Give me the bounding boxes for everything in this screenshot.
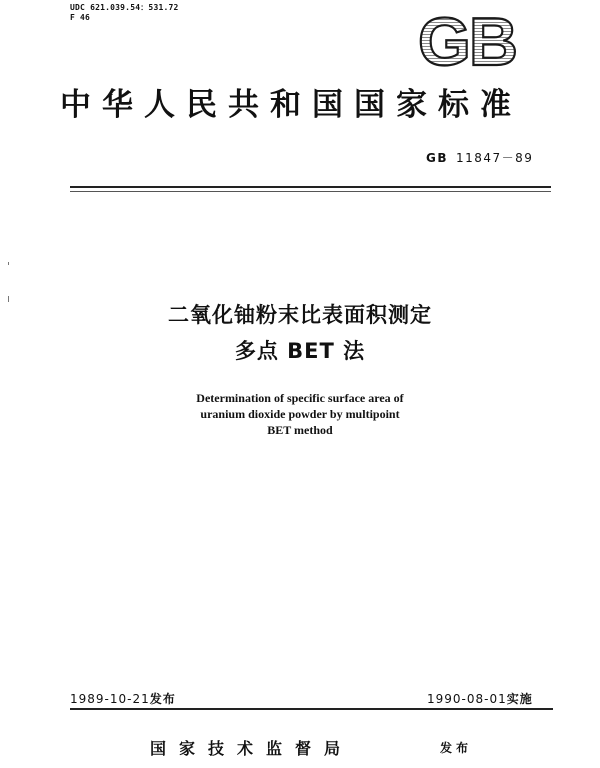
header-rule-thin (70, 191, 551, 192)
title-en-line2: uranium dioxide powder by multipoint (200, 407, 400, 421)
national-standard-title: 中华人民共和国国家标准 (60, 87, 522, 123)
standard-number (426, 149, 533, 166)
title-en-line3: BET method (267, 423, 333, 437)
scan-speck (8, 262, 9, 265)
classification-line: F 46 (70, 13, 91, 22)
standard-code: 11847－89 (456, 151, 534, 165)
gb-logo-text: GB (418, 10, 516, 72)
gb-logo (408, 10, 526, 72)
title-en-line1: Determination of specific surface area of (196, 391, 404, 405)
issue-label: 发布 (149, 692, 176, 706)
title-cn-line2: 多点 BET 法 (234, 339, 366, 363)
publish-label: 发布 (440, 741, 473, 755)
issue-date-block (70, 690, 176, 707)
title-en (0, 390, 600, 438)
footer-rule (70, 708, 553, 710)
implement-date: 1990-08-01 (427, 692, 507, 706)
udc-line: UDC 621.039.54：531.72 (70, 3, 179, 12)
issuer-name: 国家技术监督局 (150, 739, 354, 758)
header-rule-thick (70, 186, 551, 188)
title-cn-line1: 二氧化铀粉末比表面积测定 (168, 303, 432, 327)
implement-date-block (427, 690, 533, 707)
implement-label: 实施 (506, 692, 533, 706)
issue-date: 1989-10-21 (70, 692, 150, 706)
udc-classification (70, 3, 179, 23)
standard-prefix: GB (426, 151, 448, 165)
